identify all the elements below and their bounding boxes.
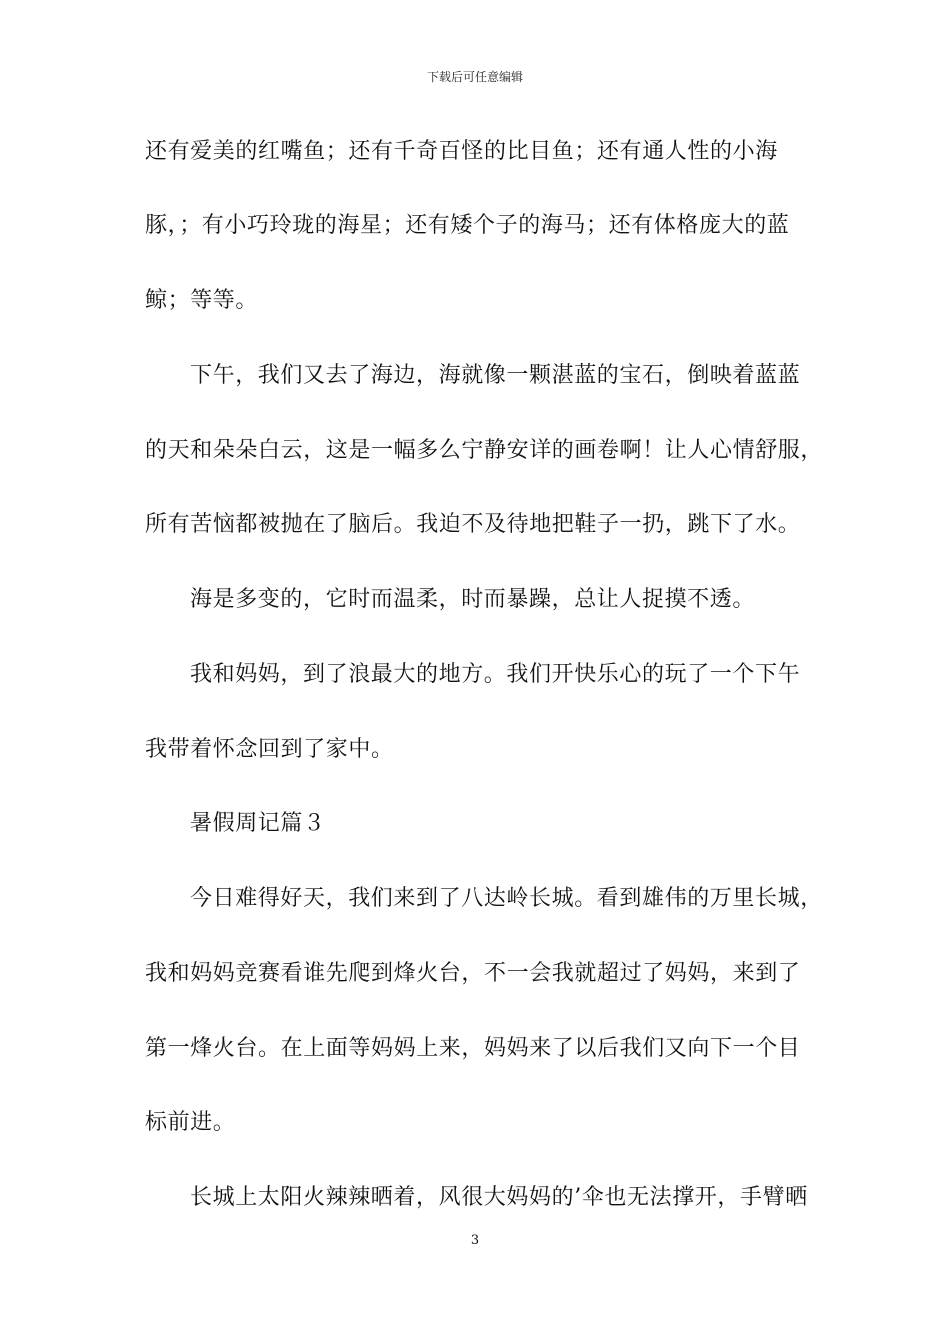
text-line: 所有苦恼都被抛在了脑后。我迫不及待地把鞋子一扔，跳下了水。 xyxy=(145,512,801,537)
page-header: 下载后可任意编辑 xyxy=(426,70,523,84)
page-number: 3 xyxy=(470,1233,480,1248)
text-line: 的天和朵朵白云，这是一幅多么宁静安详的画卷啊！让人心情舒服， xyxy=(145,438,824,463)
section-heading: 暑假周记篇３ xyxy=(190,811,326,836)
text-line: 豚，；有小巧玲珑的海星；还有矮个子的海马；还有体格庞大的蓝 xyxy=(145,213,790,238)
text-line: 下午，我们又去了海边，海就像一颗湛蓝的宝石，倒映着蓝蓝 xyxy=(190,363,801,388)
text-line: 我和妈妈，到了浪最大的地方。我们开快乐心的玩了一个下午 xyxy=(190,662,801,687)
text-line: 鲸；等等。 xyxy=(145,288,259,313)
text-line: 我和妈妈竞赛看谁先爬到烽火台，不一会我就超过了妈妈，来到了 xyxy=(145,961,801,986)
text-line: 标前进。 xyxy=(145,1110,236,1135)
text-line: 今日难得好天，我们来到了八达岭长城。看到雄伟的万里长城， xyxy=(190,886,823,911)
text-line: 海是多变的，它时而温柔，时而暴躁，总让人捉摸不透。 xyxy=(190,587,756,612)
text-line: 我带着怀念回到了家中。 xyxy=(145,737,394,762)
text-line: 还有爱美的红嘴鱼；还有千奇百怪的比目鱼；还有通人性的小海 xyxy=(145,139,778,164)
text-line: 第一烽火台。在上面等妈妈上来，妈妈来了以后我们又向下一个目 xyxy=(145,1036,801,1061)
text-line: 长城上太阳火辣辣晒着，风很大妈妈的’伞也无法撑开，手臂晒 xyxy=(190,1185,808,1210)
